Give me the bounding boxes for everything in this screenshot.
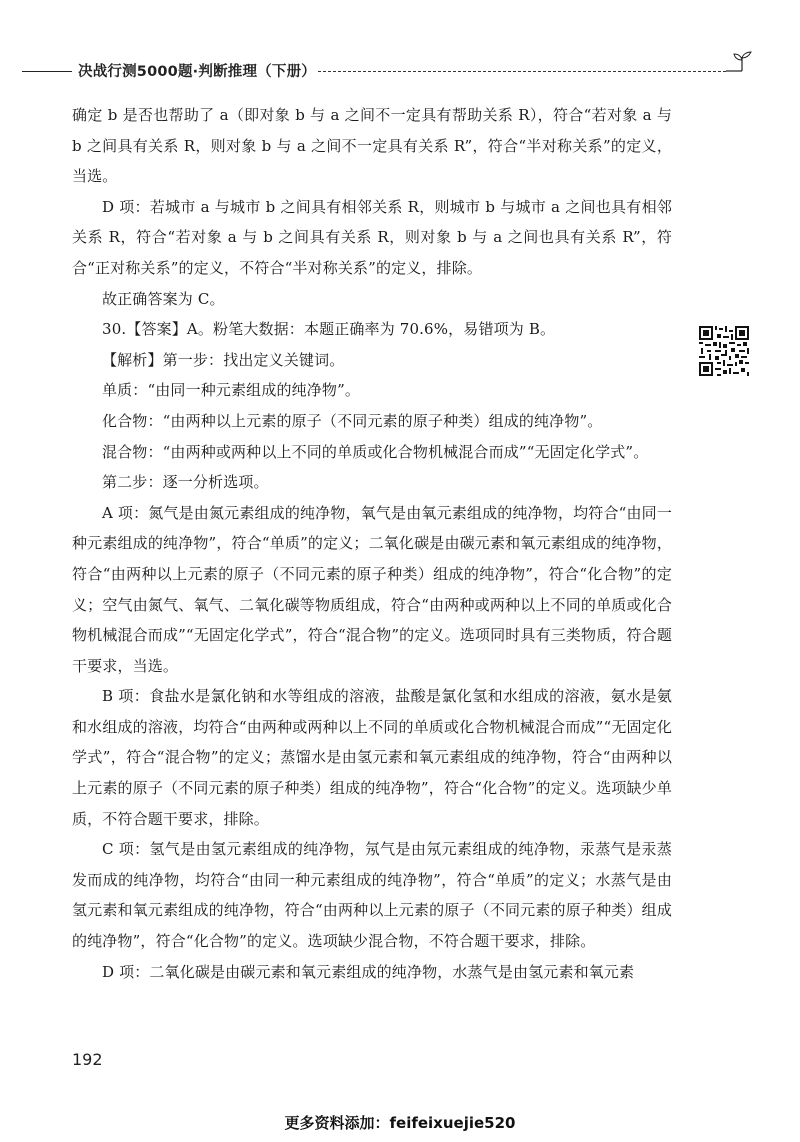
paragraph-option-b: B 项：食盐水是氯化钠和水等组成的溶液，盐酸是氯化氢和水组成的溶液，氨水是氨和水组成的溶液，均符合“由两种或两种以上不同的单质或化合物机械混合而成”“无固定化学式”，符合“混合物”的定义；蒸馏水是由氢元素和氧元素组成的纯净物，符合“由两种以上元素的原子（不同元素的原子种类）组成的纯净物”，符合“化合物”的定义。选项缺少单质，不符合题干要求，排除。 [72,687,672,828]
sprout-icon [722,48,756,78]
page-number: 192 [72,1050,103,1069]
header-rule-right [318,71,726,72]
qr-code-icon [699,326,749,376]
paragraph-continuation: 确定 b 是否也帮助了 a（即对象 b 与 a 之间不一定具有帮助关系 R），符合“若对象 a 与 b 之间具有关系 R，则对象 b 与 a 之间不一定具有关系 R”，符合“半对称关系”的定义，当选。 [72,106,672,186]
footer-note: 更多资料添加：feifeixuejie520 [284,1114,516,1132]
paragraph-option-a: A 项：氮气是由氮元素组成的纯净物，氧气是由氧元素组成的纯净物，均符合“由同一种元素组成的纯净物”，符合“单质”的定义；二氧化碳是由碳元素和氧元素组成的纯净物，符合“由两种以上元素的原子（不同元素的原子种类）组成的纯净物”，符合“化合物”的定义；空气由氮气、氧气、二氧化碳等物质组成，符合“由两种或两种以上不同的单质或化合物机械混合而成”“无固定化学式”，符合“混合物”的定义。选项同时具有三类物质，符合题干要求，当选。 [72,503,672,675]
paragraph-option-d-prev: D 项：若城市 a 与城市 b 之间具有相邻关系 R，则城市 b 与城市 a 之间也具有相邻关系 R，符合“若对象 a 与 b 之间具有关系 R，则对象 b 与 a 之间也具有关系 R”，符合“正对称关系”的定义，不符合“半对称关系”的定义，排除。 [72,197,672,277]
header-title: 决战行测5000题·判断推理（下册） [78,64,316,80]
paragraph-option-d: D 项：二氧化碳是由碳元素和氧元素组成的纯净物，水蒸气是由氢元素和氧元素 [102,962,635,981]
paragraph-definition-mixture: 混合物：“由两种或两种以上不同的单质或化合物机械混合而成”“无固定化学式”。 [102,442,649,461]
paragraph-analysis-step1: 【解析】第一步：找出定义关键词。 [102,350,345,369]
paragraph-analysis-step2: 第二步：逐一分析选项。 [102,473,269,492]
header-rule-left [22,71,72,72]
page-body [72,100,672,987]
paragraph-option-c: C 项：氢气是由氢元素组成的纯净物，氖气是由氖元素组成的纯净物，汞蒸气是汞蒸发而成的纯净物，均符合“由同一种元素组成的纯净物”，符合“单质”的定义；水蒸气是由氢元素和氧元素组成的纯净物，符合“由两种以上元素的原子（不同元素的原子种类）组成的纯净物”，符合“化合物”的定义。选项缺少混合物，不符合题干要求，排除。 [72,840,672,951]
paragraph-conclusion: 故正确答案为 C。 [102,289,225,308]
paragraph-definition-element: 单质：“由同一种元素组成的纯净物”。 [102,381,361,400]
paragraph-definition-compound: 化合物：“由两种以上元素的原子（不同元素的原子种类）组成的纯净物”。 [102,411,603,430]
paragraph-answer-30: 30.【答案】A。粉笔大数据：本题正确率为 70.6%，易错项为 B。 [102,320,556,339]
running-header [0,56,800,86]
